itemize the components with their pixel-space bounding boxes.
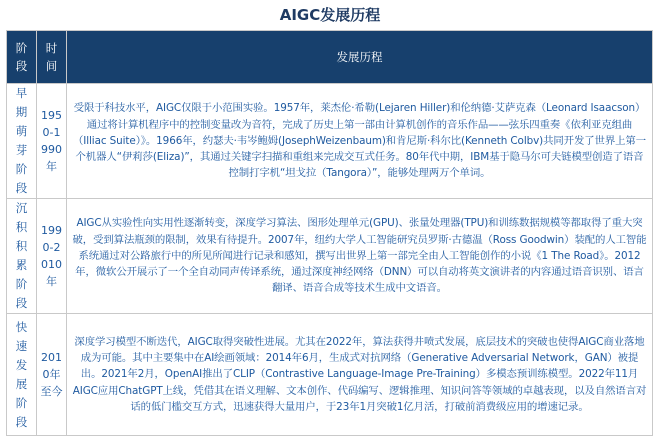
history-cell: 深度学习模型不断迭代，AIGC取得突破性进展。尤其在2022年，算法获得井喷式发展，底层技术的突破也使得AIGC商业落地成为可能。其中主要集中在AI绘画领域：2014年6月，生成式对抗网络（Generative Adversarial Network，GAN）被提出。2021年2月，OpenAI推出了CLIP（Contrastive Language-Image Pre-Training）多模态预训练模型。2022年11月AIGC应用ChatGPT上线，凭借其在语义理解、文本创作、代码编写、逻辑推理、知识问答等领域的卓越表现，以及自然语言对话的低门槛交互方式，迅速获得大量用户，于23年1月突破1亿月活，打破前消费级应用的增速记录。: [67, 314, 653, 436]
table-header-row: [7, 31, 653, 84]
stage-label: 沉积积累阶段: [15, 201, 28, 310]
stage-cell: [7, 84, 37, 199]
time-label: 2010年至今: [40, 351, 63, 398]
table-row: [7, 314, 653, 436]
header-time: [37, 31, 67, 84]
time-label: 1990-2010年: [41, 224, 62, 288]
stage-label: 快速发展阶段: [15, 319, 28, 429]
table-row: [7, 84, 653, 199]
stage-cell: [7, 199, 37, 314]
stage-label: 早期萌芽阶段: [15, 86, 28, 195]
table-row: [7, 199, 653, 314]
header-stage: [7, 31, 37, 84]
time-label: 1950-1990年: [41, 109, 62, 173]
history-cell: 受限于科技水平，AIGC仅限于小范围实验。1957年，莱杰伦·希勒(Lejaren Hiller)和伦纳德·艾萨克森（Leonard Isaacson）通过将计算机程序中的控制变量改为音符，完成了历史上第一部由计算机创作的音乐作品——弦乐四重奏《依利亚克组曲（Illiac Suite）》。1966年，约瑟夫·韦岑鲍姆(JosephWeizenbaum)和肯尼斯·科尔比(Kenneth Colbv)共同开发了世界上第一个机器人“伊莉莎(Eliza)”，其通过关键字扫描和重组来完成交互式任务。80年代中期，IBM基于隐马尔可夫链模型创造了语音控制打字机“坦戈拉（Tangora）”，能够处理两万个单词。: [67, 84, 653, 199]
stage-cell: [7, 314, 37, 436]
time-cell: [37, 84, 67, 199]
header-time-label: 时间: [45, 41, 58, 73]
history-table: [6, 30, 653, 436]
header-stage-label: 阶段: [15, 41, 28, 73]
time-cell: [37, 199, 67, 314]
time-cell: [37, 314, 67, 436]
page-title: AIGC发展历程: [279, 6, 381, 24]
header-history: 发展历程: [67, 31, 653, 84]
history-cell: AIGC从实验性向实用性逐渐转变，深度学习算法、图形处理单元(GPU)、张量处理器(TPU)和训练数据规模等都取得了重大突破，受到算法瓶颈的限制，效果有待提升。2007年，纽约大学人工智能研究员罗斯·古德温（Ross Goodwin）装配的人工智能系统通过对公路旅行中的所见所闻进行记录和感知，撰写出世界上第一部完全由人工智能创作的小说《1 The Road》。2012年，微软公开展示了一个全自动同声传译系统，通过深度神经网络（DNN）可以自动将英文演讲者的内容通过语音识别、语言翻译、语音合成等技术生成中文语音。: [67, 199, 653, 314]
